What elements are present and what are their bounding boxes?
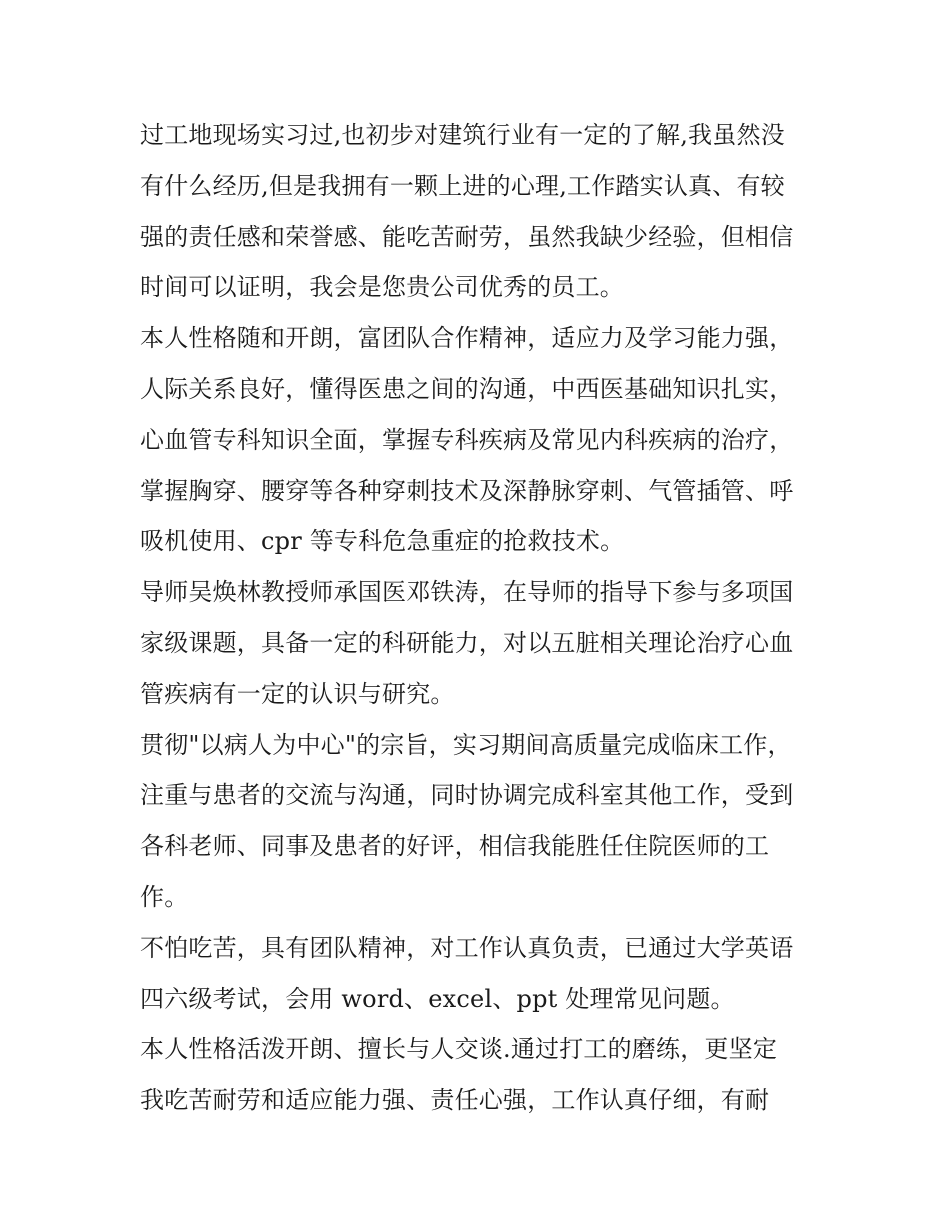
text-line: 家级课题，具备一定的科研能力，对以五脏相关理论治疗心血 [140,628,794,657]
text-line: 注重与患者的交流与沟通，同时协调完成科室其他工作，受到 [140,781,794,810]
text-line: 过工地现场实习过,也初步对建筑行业有一定的了解,我虽然没 [140,121,785,149]
text-line: 人际关系良好，懂得医患之间的沟通，中西医基础知识扎实， [140,374,794,403]
text-line: 本人性格随和开朗，富团队合作精神，适应力及学习能力强， [140,324,794,353]
text-line: 不怕吃苦，具有团队精神，对工作认真负责，已通过大学英语 [140,933,794,962]
text-line: 有什么经历,但是我拥有一颗上进的心理,工作踏实认真、有较 [140,171,785,200]
text-line: 时间可以证明，我会是您贵公司优秀的员工。 [140,273,624,302]
text-line: 贯彻"以病人为中心"的宗旨，实习期间高质量完成临床工作， [140,730,792,759]
text-line: 我吃苦耐劳和适应能力强、责任心强，工作认真仔细，有耐 [140,1086,770,1115]
text-line: 四六级考试，会用 word、excel、ppt 处理常见问题。 [140,984,735,1013]
text-line: 吸机使用、cpr 等专科危急重症的抢救技术。 [140,527,625,556]
text-line: 管疾病有一定的认识与研究。 [140,679,455,708]
text-line: 心血管专科知识全面，掌握专科疾病及常见内科疾病的治疗， [140,425,794,454]
text-line: 各科老师、同事及患者的好评，相信我能胜任住院医师的工 [140,832,770,861]
text-line: 强的责任感和荣誉感、能吃苦耐劳，虽然我缺少经验，但相信 [140,222,794,251]
text-line: 导师吴焕林教授师承国医邓铁涛，在导师的指导下参与多项国 [140,578,794,607]
text-line: 作。 [140,882,189,911]
text-line: 掌握胸穿、腰穿等各种穿刺技术及深静脉穿刺、气管插管、呼 [140,476,794,505]
text-line: 本人性格活泼开朗、擅长与人交谈.通过打工的磨练，更坚定 [140,1035,778,1064]
document-body [140,110,820,1126]
